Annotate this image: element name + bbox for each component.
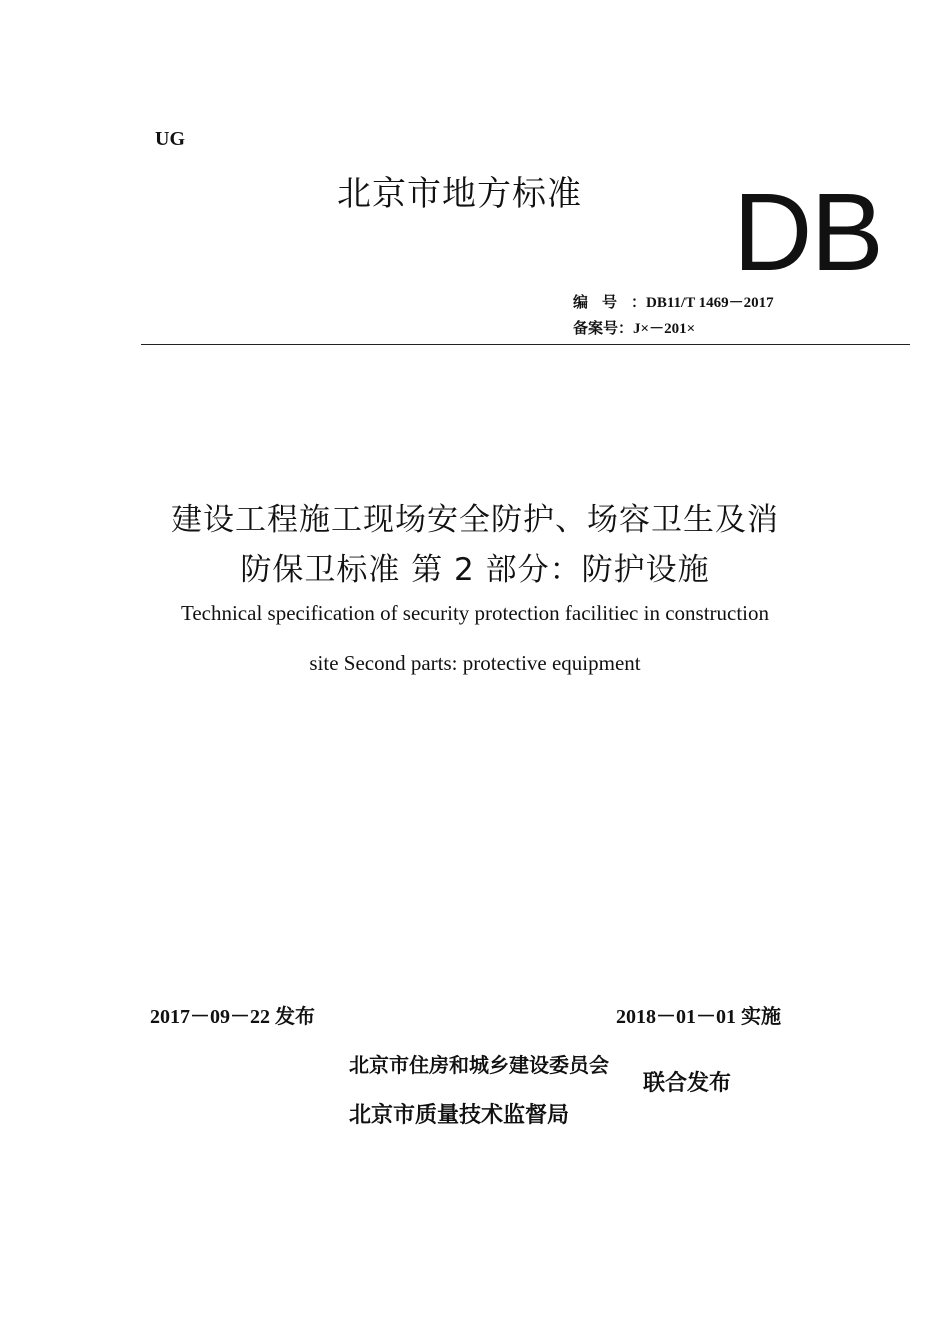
publish-date: 2017－09－22 [150, 1006, 270, 1028]
standard-number-label: 编号： [573, 295, 661, 311]
record-number-row [573, 317, 695, 338]
document-title-cn-line-2: 防保卫标准 第 2 部分：防护设施 [240, 552, 710, 588]
document-title-en-line-2: site Second parts: protective equipment [309, 651, 641, 675]
standard-number-value: DB11/T 1469－2017 [646, 295, 774, 311]
db-logo: DB [733, 171, 882, 294]
standard-number-row [573, 291, 774, 312]
standard-level-title: 北京市地方标准 [337, 174, 582, 214]
publish-label: 发布 [275, 1006, 315, 1028]
publisher-quality-bureau: 北京市质量技术监督局 [349, 1103, 570, 1128]
implement-date-line [616, 1000, 781, 1029]
implement-date: 2018－01－01 [616, 1006, 736, 1028]
publisher-housing-commission: 北京市住房和城乡建设委员会 [349, 1053, 609, 1077]
joint-release-label: 联合发布 [643, 1071, 732, 1096]
record-number-label: 备案号： [573, 321, 634, 337]
record-number-value: J×－201× [633, 321, 696, 337]
implement-label: 实施 [741, 1006, 781, 1028]
publish-date-line [150, 1000, 315, 1029]
document-title-en-line-1: Technical specification of security protection facilitiec in construction [180, 601, 770, 625]
document-title-cn-line-1: 建设工程施工现场安全防护、场容卫生及消 [171, 502, 779, 538]
header-divider [141, 344, 910, 345]
ics-code: UG [155, 128, 185, 150]
